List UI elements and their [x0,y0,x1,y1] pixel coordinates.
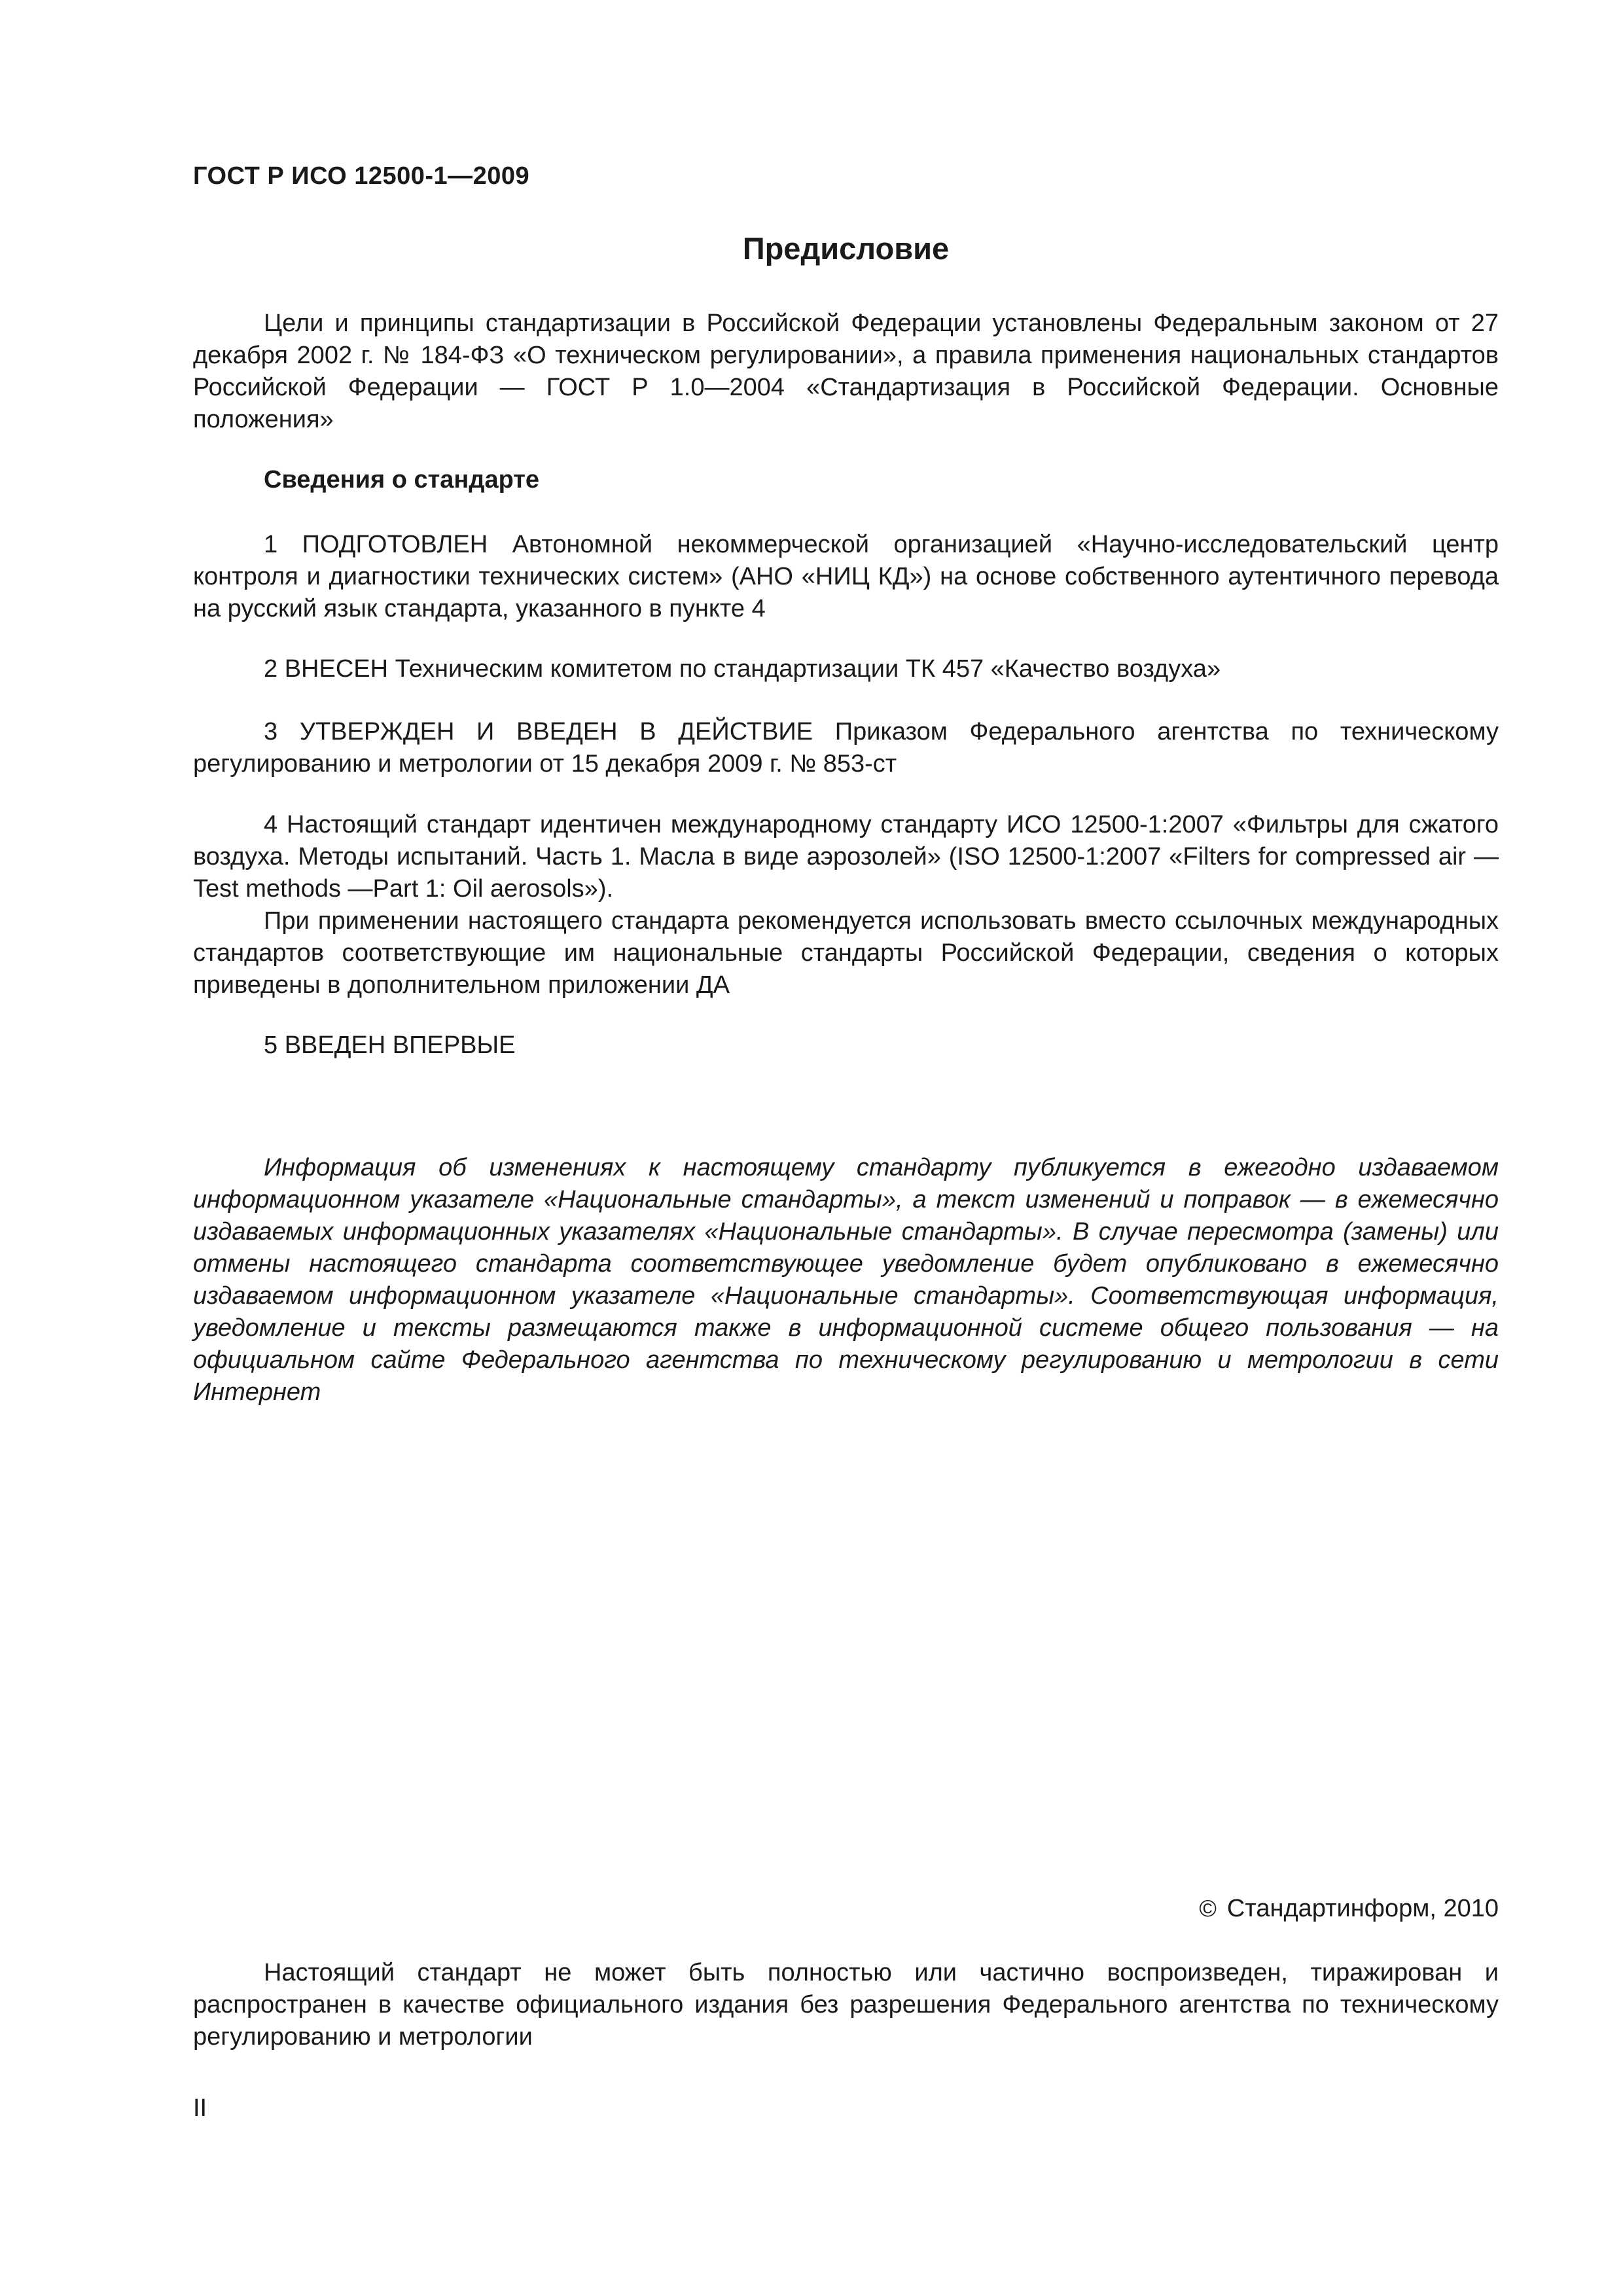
item-5-paragraph: 5 ВВЕДЕН ВПЕРВЫЕ [264,1031,516,1059]
page-number: II [193,2094,207,2122]
intro-paragraph: Цели и принципы стандартизации в Российской Федерации установлены Федеральным законом от 27 декабря 2002 г. № 184-ФЗ «О техническом регулировании», а правила применения национальных стандартов Российской Федерации — ГОСТ Р 1.0—2004 «Стандартизация в Российской Федерации. Основные положения» [193,310,1499,433]
item-4-note-paragraph: При применении настоящего стандарта рекомендуется использовать вместо ссылочных международных стандартов соответствующие им национальные стандарты Российской Федерации, сведения о которых приведены в дополнительном приложении ДА [193,907,1499,999]
copyright-symbol: © [1199,1895,1217,1922]
reproduction-notice-paragraph: Настоящий стандарт не может быть полностью или частично воспроизведен, тиражирован и распространен в качестве официального издания без разрешения Федерального агентства по техническому регулированию и метрологии [193,1959,1499,2051]
section-subheading: Сведения о стандарте [264,466,540,493]
page-title: Предисловие [742,231,950,266]
changes-notice-paragraph: Информация об изменениях к настоящему стандарту публикуется в ежегодно издаваемом информационном указателе «Национальные стандарты», а текст изменений и поправок — в ежемесячно издаваемых информационных указателях «Национальные стандарты». В случае пересмотра (замены) или отмены настоящего стандарта соответствующее уведомление будет опубликовано в ежемесячно издаваемом информационном указателе «Национальные стандарты». Соответствующая информация, уведомление и тексты размещаются также в информационной системе общего пользования — на официальном сайте Федерального агентства по техническому регулированию и метрологии в сети Интернет [193,1154,1499,1406]
copyright-text: Стандартинформ, 2010 [1226,1895,1499,1922]
item-1-paragraph: 1 ПОДГОТОВЛЕН Автономной некоммерческой организацией «Научно-исследовательский центр контроля и диагностики технических систем» (АНО «НИЦ КД») на основе собственного аутентичного перевода на русский язык стандарта, указанного в пункте 4 [193,531,1499,622]
document-code: ГОСТ Р ИСО 12500-1—2009 [193,162,530,190]
copyright-line [1199,1895,1499,1923]
item-3-paragraph: 3 УТВЕРЖДЕН И ВВЕДЕН В ДЕЙСТВИЕ Приказом Федерального агентства по техническому регулированию и метрологии от 15 декабря 2009 г. № 853-ст [193,718,1499,778]
item-4-paragraph: 4 Настоящий стандарт идентичен международному стандарту ИСО 12500-1:2007 «Фильтры для сжатого воздуха. Методы испытаний. Часть 1. Масла в виде аэрозолей» (ISO 12500-1:2007 «Filters for compressed air — Test methods —Part 1: Oil aerosols»). [193,811,1499,903]
item-2-paragraph: 2 ВНЕСЕН Техническим комитетом по стандартизации ТК 457 «Качество воздуха» [264,655,1221,683]
